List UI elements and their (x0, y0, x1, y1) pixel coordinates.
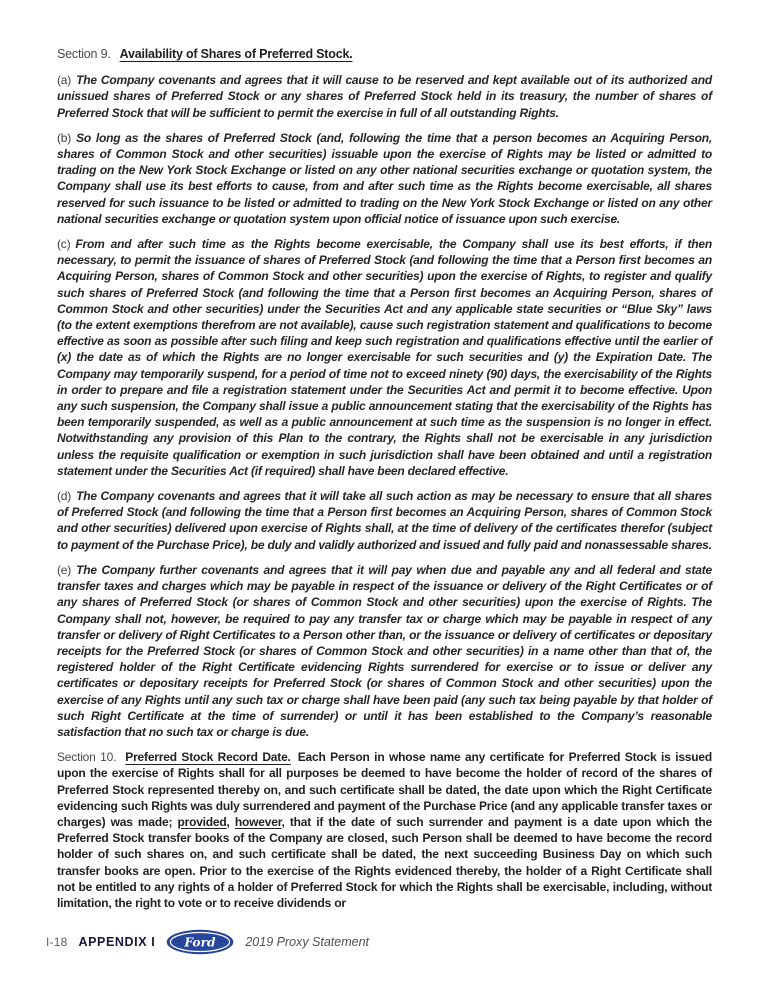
paragraph-d-text: The Company covenants and agrees that it will take all such action as may be necessary to ensure that all shares of Preferred Stock (and following the time that a Person first becomes an Acquiring Person, shares of Common Stock and other securities) delivered upon exercise of Rights shall, at the time of delivery of the certificates therefor (subject to payment of the Purchase Price), be duly and validly authorized and issued and fully paid and nonassessable shares. (57, 489, 712, 552)
paragraph-d (57, 488, 712, 553)
section-10-separator: , (226, 814, 235, 829)
paragraph-b (57, 130, 712, 227)
section-9-heading (57, 46, 712, 62)
paragraph-e-marker: (e) (57, 562, 72, 577)
ford-logo-icon (166, 929, 234, 955)
section-9-title: Availability of Shares of Preferred Stock. (119, 47, 353, 61)
paragraph-c-marker: (c) (57, 237, 71, 252)
section-10-paragraph (57, 749, 712, 911)
section-10-underlined-provided: provided (177, 814, 227, 829)
section-10-label: Section 10. (57, 750, 117, 765)
paragraph-a (57, 72, 712, 121)
paragraph-b-text: So long as the shares of Preferred Stock (and, following the time that a person becomes an Acquiring Person, shares of Common Stock and other securities) issuable upon the exercise of Rights may be listed or admitted to trading on the New York Stock Exchange or listed on any other national securities exchange or quotation system, the Company shall use its best efforts to cause, from and after such time as the Rights become exercisable, all shares reserved for such issuance to be listed or admitted to trading on the New York Stock Exchange or listed on any other national securities exchange or quotation system upon official notice of issuance upon such exercise. (57, 130, 712, 226)
page-footer (46, 929, 369, 955)
paragraph-b-marker: (b) (57, 130, 72, 145)
page-number: I-18 (46, 935, 68, 949)
proxy-statement-label: 2019 Proxy Statement (245, 935, 370, 949)
paragraph-a-marker: (a) (57, 73, 72, 88)
ford-logo-text: Ford (184, 935, 216, 950)
section-10-body-start: Each Person in whose name any certificate for Preferred Stock is issued upon the exercise of Rights shall for all purposes be deemed to have become the holder of record of the shares of Preferred Stock represented thereby on, and such certificate shall be dated, the date upon which the Right Certificate evidencing such Rights was duly surrendered and payment of the Purchase Price (and any applicable transfer taxes or charges) was made; (57, 750, 713, 829)
section-10-title: Preferred Stock Record Date. (125, 750, 291, 765)
paragraph-c-text: From and after such time as the Rights become exercisable, the Company shall use its best efforts, if then necessary, to permit the issuance of shares of Preferred Stock (and following the time that a Person first becomes an Acquiring Person, shares of Common Stock and other securities) upon the exercise of Rights, to register and qualify such shares of Preferred Stock (and following the time that a Person first becomes an Acquiring Person, shares of Common Stock and other securities) under the Securities Act and any applicable state securities or “Blue Sky” laws (to the extent exemptions therefrom are not available), cause such registration statement and qualifications to become effective as soon as possible after such filing and keep such registration and qualifications effective until the earlier of (x) the date as of which the Rights are no longer exercisable for such securities and (y) the Expiration Date. The Company may temporarily suspend, for a period of time not to exceed ninety (90) days, the exercisability of the Rights in order to prepare and file a registration statement under the Securities Act and permit it to become effective. Upon any such suspension, the Company shall issue a public announcement stating that the exercisability of the Rights has been temporarily suspended, as well as a public announcement at such time as the suspension is no longer in effect. Notwithstanding any provision of this Plan to the contrary, the Rights shall not be exercisable in any jurisdiction unless the requisite qualification or exemption in such jurisdiction shall have been obtained and until a registration statement under the Securities Act (if required) shall have been declared effective. (57, 237, 712, 478)
section-10-underlined-however: however (234, 814, 282, 829)
paragraph-e (57, 562, 712, 740)
paragraph-a-text: The Company covenants and agrees that it will cause to be reserved and kept available out of its authorized and unissued shares of Preferred Stock or any shares of Preferred Stock held in its treasury, the number of shares of Preferred Stock that will be sufficient to permit the exercise in full of all outstanding Rights. (57, 73, 712, 120)
section-10-body-end: , that if the date of such surrender and payment is a date upon which the Preferred Stock transfer books of the Company are closed, such Person shall be deemed to have become the record holder of such shares on, and such certificate shall be dated, the next succeeding Business Day on which such transfer books are open. Prior to the exercise of the Rights evidenced thereby, the holder of a Right Certificate shall not be entitled to any rights of a holder of Preferred Stock for which the Rights shall be exercisable, including, without limitation, the right to vote or to receive dividends or (57, 814, 712, 910)
paragraph-d-marker: (d) (57, 489, 72, 504)
section-9-label: Section 9. (57, 47, 111, 61)
paragraph-c (57, 236, 712, 479)
document-body (57, 46, 712, 920)
paragraph-e-text: The Company further covenants and agrees that it will pay when due and payable any and all federal and state transfer taxes and charges which may be payable in respect of the issuance or delivery of the Right Certificates or of any shares of Preferred Stock (or shares of Common Stock and other securities) upon the exercise of Rights. The Company shall not, however, be required to pay any transfer tax or charge which may be payable in respect of any transfer or delivery of Right Certificates to a Person other than, or the issuance or delivery of certificates or depositary receipts for the Preferred Stock (or shares of Common Stock and other securities) in a name other than that of, the registered holder of the Right Certificate evidencing Rights surrendered for exercise or to issue or deliver any certificates or depositary receipts for Preferred Stock (or shares of Common Stock and other securities) upon the exercise of any Rights until any such tax or charge shall have been paid (any such tax being payable by that holder of such Right Certificate at the time of surrender) or until it has been established to the Company’s reasonable satisfaction that no such tax or charge is due. (57, 562, 712, 739)
appendix-label: APPENDIX I (78, 935, 156, 949)
